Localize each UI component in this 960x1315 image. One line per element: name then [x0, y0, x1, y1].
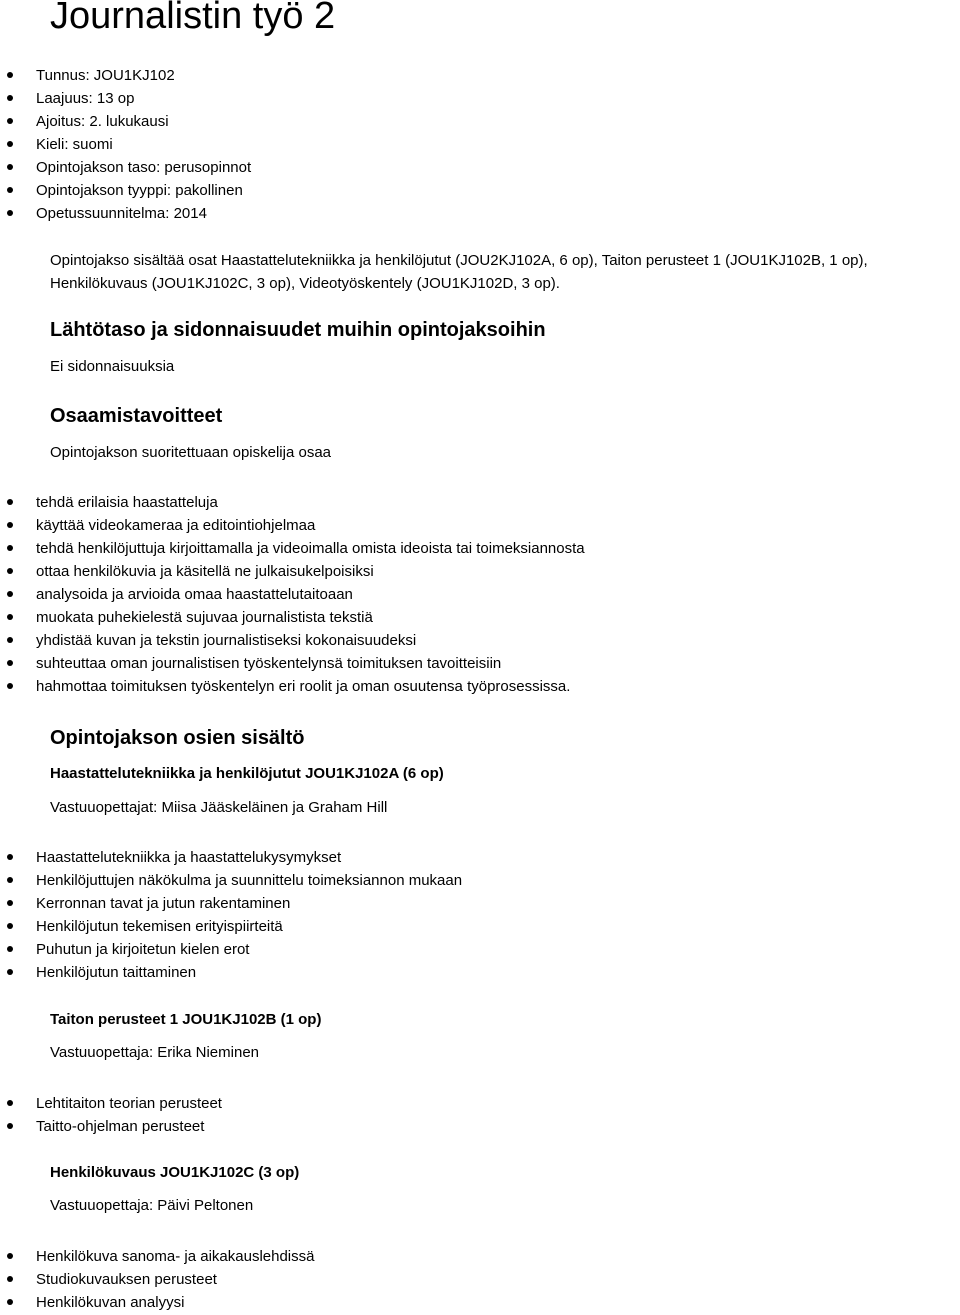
meta-level: Opintojakson taso: perusopinnot	[0, 156, 251, 179]
objective-item: suhteuttaa oman journalistisen työskentelynsä toimituksen tavoitteisiin	[0, 652, 585, 675]
part-a-item: Henkilöjutun tekemisen erityispiirteitä	[0, 915, 462, 938]
prereq-heading: Lähtötaso ja sidonnaisuudet muihin opintojaksoihin	[50, 319, 546, 341]
part-c-item: Henkilökuva sanoma- ja aikakauslehdissä	[0, 1245, 314, 1268]
objective-item: tehdä henkilöjuttuja kirjoittamalla ja videoimalla omista ideoista tai toimeksiannosta	[0, 537, 585, 560]
meta-code: Tunnus: JOU1KJ102	[0, 64, 251, 87]
content-heading: Opintojakson osien sisältö	[50, 727, 305, 749]
part-a-item: Henkilöjuttujen näkökulma ja suunnittelu toimeksiannon mukaan	[0, 869, 462, 892]
intro-line-1: Opintojakso sisältää osat Haastattelutekniikka ja henkilöjutut (JOU2KJ102A, 6 op), Taiton perusteet 1 (JOU1KJ102B, 1 op),	[50, 252, 868, 269]
objective-item: yhdistää kuvan ja tekstin journalistiseksi kokonaisuudeksi	[0, 629, 585, 652]
part-b-teachers: Vastuuopettaja: Erika Nieminen	[50, 1044, 260, 1061]
part-b-item: Lehtitaiton teorian perusteet	[0, 1092, 222, 1115]
objective-item: ottaa henkilökuvia ja käsitellä ne julkaisukelpoisiksi	[0, 560, 585, 583]
objectives-list	[0, 491, 585, 698]
prereq-text: Ei sidonnaisuuksia	[50, 358, 175, 375]
part-c-list	[0, 1245, 314, 1314]
part-a-item: Henkilöjutun taittaminen	[0, 961, 462, 984]
meta-type: Opintojakson tyyppi: pakollinen	[0, 179, 251, 202]
part-b-item: Taitto-ohjelman perusteet	[0, 1115, 222, 1138]
part-a-title: Haastattelutekniikka ja henkilöjutut JOU1KJ102A (6 op)	[50, 765, 444, 782]
part-b-list	[0, 1092, 222, 1138]
part-c-item: Studiokuvauksen perusteet	[0, 1268, 314, 1291]
page-title: Journalistin työ 2	[50, 0, 336, 37]
objective-item: käyttää videokameraa ja editointiohjelmaa	[0, 514, 585, 537]
meta-language: Kieli: suomi	[0, 133, 251, 156]
part-c-title: Henkilökuvaus JOU1KJ102C (3 op)	[50, 1164, 300, 1181]
objectives-intro: Opintojakson suoritettuaan opiskelija osaa	[50, 444, 332, 461]
course-meta-list	[0, 64, 251, 225]
part-a-list	[0, 846, 462, 984]
part-c-item: Henkilökuvan analyysi	[0, 1291, 314, 1314]
part-b-title: Taiton perusteet 1 JOU1KJ102B (1 op)	[50, 1011, 322, 1028]
objective-item: analysoida ja arvioida omaa haastattelutaitoaan	[0, 583, 585, 606]
objective-item: muokata puhekielestä sujuvaa journalistista tekstiä	[0, 606, 585, 629]
part-a-item: Haastattelutekniikka ja haastattelukysymykset	[0, 846, 462, 869]
part-a-item: Puhutun ja kirjoitetun kielen erot	[0, 938, 462, 961]
meta-credits: Laajuus: 13 op	[0, 87, 251, 110]
objectives-heading: Osaamistavoitteet	[50, 405, 223, 427]
objective-item: hahmottaa toimituksen työskentelyn eri roolit ja oman osuutensa työprosessissa.	[0, 675, 585, 698]
part-a-teachers: Vastuuopettajat: Miisa Jääskeläinen ja Graham Hill	[50, 799, 388, 816]
part-a-item: Kerronnan tavat ja jutun rakentaminen	[0, 892, 462, 915]
objective-item: tehdä erilaisia haastatteluja	[0, 491, 585, 514]
part-c-teachers: Vastuuopettaja: Päivi Peltonen	[50, 1197, 254, 1214]
meta-curriculum: Opetussuunnitelma: 2014	[0, 202, 251, 225]
intro-line-2: Henkilökuvaus (JOU1KJ102C, 3 op), Videotyöskentely (JOU1KJ102D, 3 op).	[50, 275, 560, 292]
meta-timing: Ajoitus: 2. lukukausi	[0, 110, 251, 133]
